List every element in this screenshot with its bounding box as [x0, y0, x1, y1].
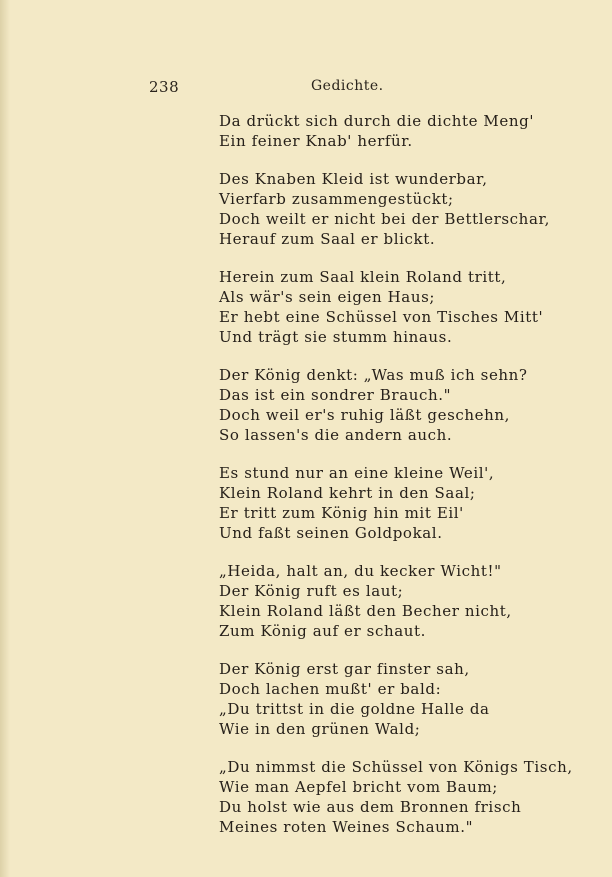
- poem-line: Er tritt zum König hin mit Eil': [219, 504, 464, 522]
- poem-line: Vierfarb zusammengestückt;: [219, 190, 454, 208]
- poem-line: „Heida, halt an, du kecker Wicht!": [219, 562, 502, 580]
- page-edge-shadow: [0, 0, 10, 877]
- page-number: 238: [149, 78, 180, 96]
- stanza-1: [219, 111, 599, 151]
- poem-line: Wie man Aepfel bricht vom Baum;: [219, 778, 498, 796]
- stanza-4: [219, 365, 599, 445]
- poem-line: Klein Roland kehrt in den Saal;: [219, 484, 476, 502]
- poem-body: [219, 111, 599, 855]
- poem-line: Der König ruft es laut;: [219, 582, 404, 600]
- poem-line: Doch lachen mußt' er bald:: [219, 680, 442, 698]
- running-head: Gedichte.: [311, 78, 384, 94]
- poem-line: Und faßt seinen Goldpokal.: [219, 524, 443, 542]
- poem-line: Der König denkt: „Was muß ich sehn?: [219, 366, 528, 384]
- poem-line: Als wär's sein eigen Haus;: [219, 288, 436, 306]
- poem-line: Er hebt eine Schüssel von Tisches Mitt': [219, 308, 544, 326]
- poem-line: „Du nimmst die Schüssel von Königs Tisch,: [219, 758, 573, 776]
- stanza-2: [219, 169, 599, 249]
- stanza-5: [219, 463, 599, 543]
- poem-line: Du holst wie aus dem Bronnen frisch: [219, 798, 522, 816]
- poem-line: Da drückt sich durch die dichte Meng': [219, 112, 535, 130]
- poem-line: Und trägt sie stumm hinaus.: [219, 328, 453, 346]
- poem-line: Doch weilt er nicht bei der Bettlerschar,: [219, 210, 550, 228]
- poem-line: Es stund nur an eine kleine Weil',: [219, 464, 495, 482]
- poem-line: Der König erst gar finster sah,: [219, 660, 470, 678]
- poem-line: Klein Roland läßt den Becher nicht,: [219, 602, 512, 620]
- poem-line: Herauf zum Saal er blickt.: [219, 230, 436, 248]
- stanza-3: [219, 267, 599, 347]
- stanza-6: [219, 561, 599, 641]
- poem-line: Des Knaben Kleid ist wunderbar,: [219, 170, 488, 188]
- poem-line: Meines roten Weines Schaum.": [219, 818, 474, 836]
- stanza-7: [219, 659, 599, 739]
- poem-line: Doch weil er's ruhig läßt geschehn,: [219, 406, 511, 424]
- poem-line: So lassen's die andern auch.: [219, 426, 453, 444]
- page-header: [0, 78, 612, 102]
- poem-line: Das ist ein sondrer Brauch.": [219, 386, 452, 404]
- poem-line: Herein zum Saal klein Roland tritt,: [219, 268, 507, 286]
- poem-line: Ein feiner Knab' herfür.: [219, 132, 413, 150]
- stanza-8: [219, 757, 599, 837]
- poem-line: Wie in den grünen Wald;: [219, 720, 421, 738]
- poem-line: „Du trittst in die goldne Halle da: [219, 700, 490, 718]
- poem-line: Zum König auf er schaut.: [219, 622, 427, 640]
